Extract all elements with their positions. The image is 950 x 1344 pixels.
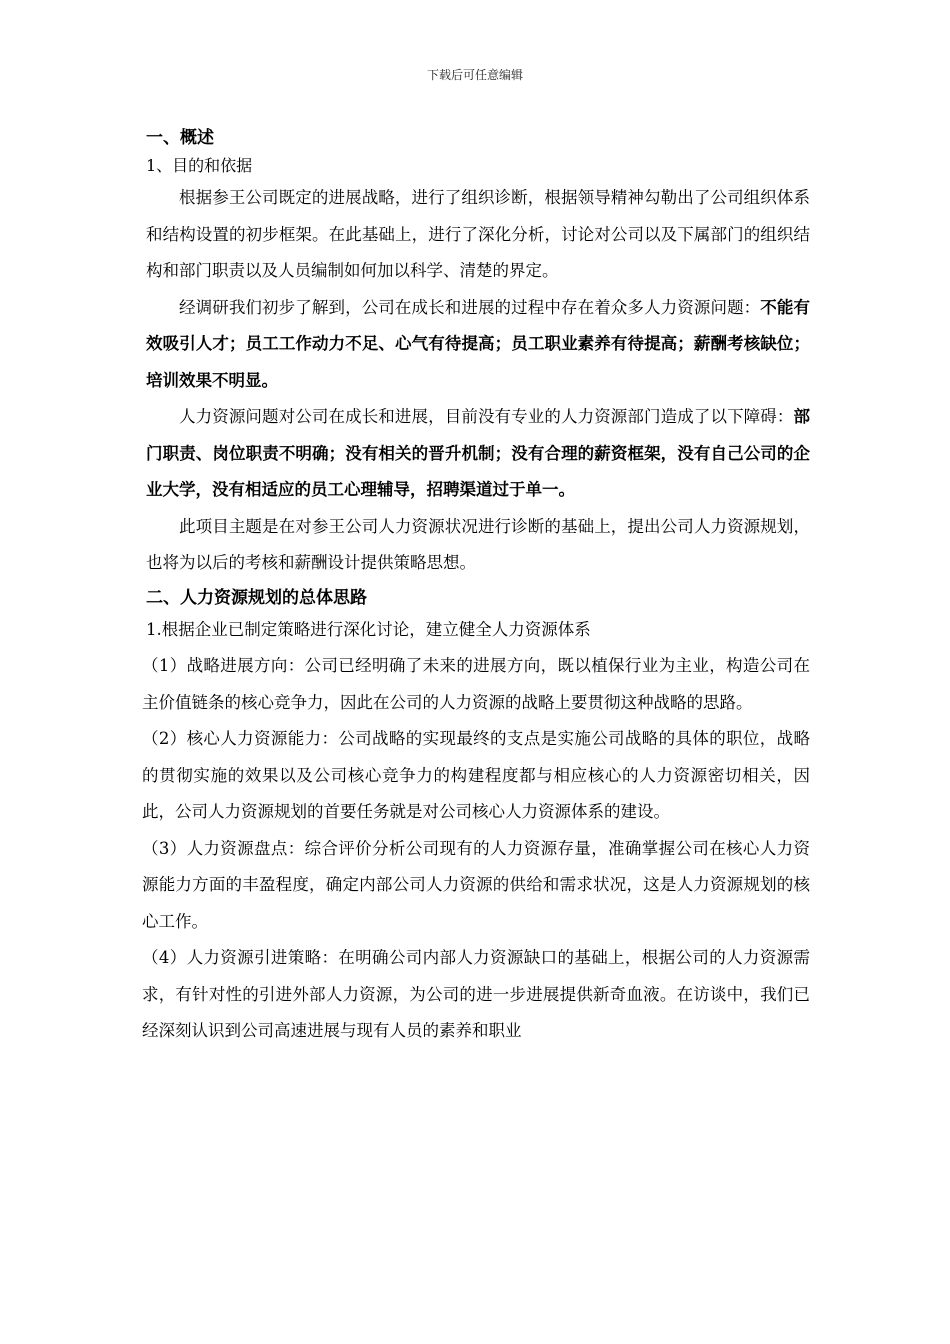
problems-list: 不能有效吸引人才；员工工作动力不足、心气有待提高；员工职业素养有待提高；薪酬考核缺位；培训效果不明显。	[146, 297, 811, 390]
subsection-purpose: 1、目的和依据	[146, 156, 253, 175]
obstacles-lead: 人力资源问题对公司在成长和进展，目前没有专业的人力资源部门造成了以下障碍：	[179, 407, 794, 426]
paragraph-background: 根据参王公司既定的进展战略，进行了组织诊断，根据领导精神勾勒出了公司组织体系和结构设置的初步框架。在此基础上，进行了深化分析，讨论对公司以及下属部门的组织结构和部门职责以及人员编制如何加以科学、清楚的界定。	[146, 188, 810, 280]
section-title-overview: 一、概述	[146, 128, 214, 148]
section-title-overall-approach: 二、人力资源规划的总体思路	[146, 587, 367, 608]
page-header: 下载后可任意编辑	[426, 68, 523, 82]
list-item-hr-recruitment: （4）人力资源引进策略：在明确公司内部人力资源缺口的基础上，根据公司的人力资源需求，有针对性的引进外部人力资源，为公司的进一步进展提供新奇血液。在访谈中，我们已经深刻认识到公司高速进展与现有人员的素养和职业	[142, 948, 810, 1040]
subsection-strategy: 1.根据企业已制定策略进行深化讨论，建立健全人力资源体系	[146, 619, 591, 639]
paragraph-problems	[146, 290, 810, 400]
paragraph-project-theme: 此项目主题是在对参王公司人力资源状况进行诊断的基础上，提出公司人力资源规划，也将为以后的考核和薪酬设计提供策略思想。	[146, 516, 810, 572]
paragraph-obstacles	[146, 399, 810, 509]
list-item-hr-inventory: （3）人力资源盘点：综合评价分析公司现有的人力资源存量，准确掌握公司在核心人力资源能力方面的丰盈程度，确定内部公司人力资源的供给和需求状况，这是人力资源规划的核心工作。	[142, 838, 810, 931]
document-body	[142, 124, 811, 1050]
list-item-strategy-direction: （1）战略进展方向：公司已经明确了未来的进展方向，既以植保行业为主业，构造公司在主价值链条的核心竞争力，因此在公司的人力资源的战略上要贯彻这种战略的思路。	[142, 656, 810, 712]
problems-lead: 经调研我们初步了解到，公司在成长和进展的过程中存在着众多人力资源问题：	[179, 297, 761, 317]
obstacles-list: 部门职责、岗位职责不明确；没有相关的晋升机制；没有合理的薪资框架，没有自己公司的企业大学，没有相适应的员工心理辅导，招聘渠道过于单一。	[146, 407, 810, 499]
list-item-core-hr-capability: （2）核心人力资源能力：公司战略的实现最终的支点是实施公司战略的具体的职位，战略的贯彻实施的效果以及公司核心竞争力的构建程度都与相应核心的人力资源密切相关，因此，公司人力资源规划的首要任务就是对公司核心人力资源体系的建设。	[142, 729, 810, 821]
